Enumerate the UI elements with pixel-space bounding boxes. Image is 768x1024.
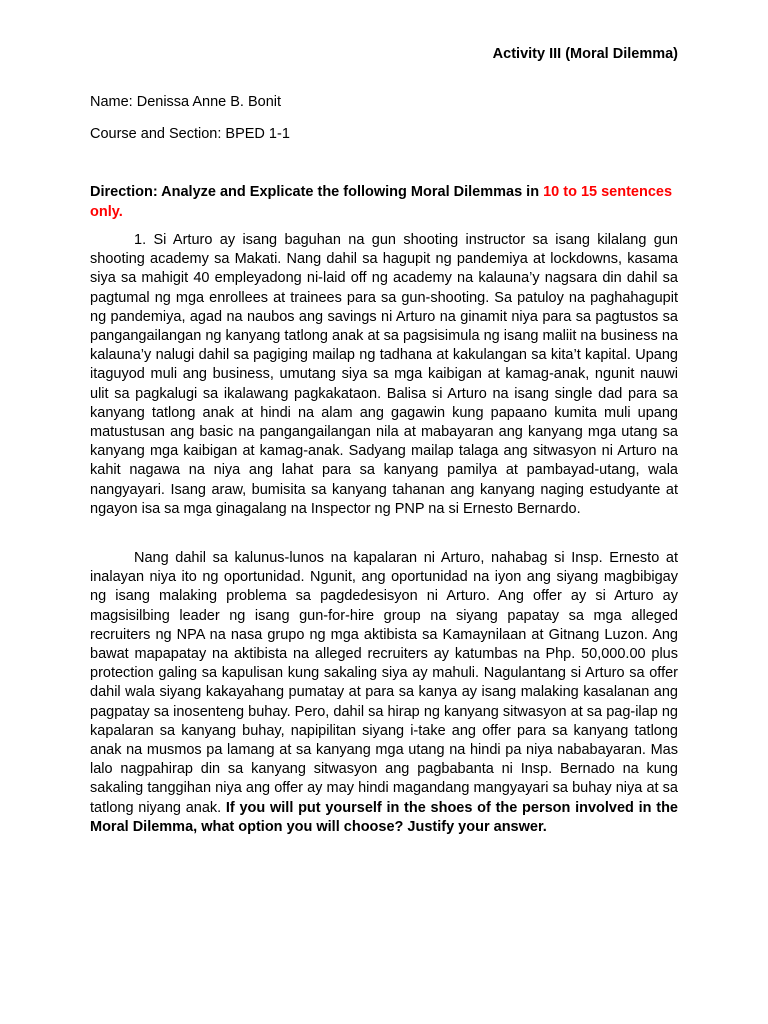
sentence-count-highlight: 10 to 15 sentences only. <box>90 184 673 220</box>
course-section: Course and Section: BPED 1-1 <box>90 126 290 142</box>
dilemma-paragraph-2 <box>90 549 678 837</box>
direction-text: Direction: Analyze and Explicate the following Moral Dilemmas in <box>90 184 544 200</box>
dilemma-paragraph-2-text: Nang dahil sa kalunus-lunos na kapalaran ni Arturo, nahabag si Insp. Ernesto at inalayan niya ito ng oportunidad. Ngunit, ang oportunidad na iyon ang siyang magbibigay ng isang malaking problema sa pagdedesisyon ni Arturo. Ang offer ay si Arturo ay magsisilbing leader ng isang gun-for-hire group na siyang papatay sa mga alleged recruiters ng NPA na nasa grupo ng mga aktibista sa Kamaynilaan at Gitnang Luzon. Ang bawat mapapatay na aktibista na alleged recruiters ay katumbas na Php. 50,000.00 plus protection galing sa kapulisan kung sakaling siya ay mahuli. Nagulantang si Arturo sa offer dahil wala siyang kakayahang pumatay at para sa kanya ay isang malaking kasalanan ang pagpatay sa inosenteng buhay. Pero, dahil sa hirap ng kanyang sitwasyon at sa pag-ilap ng kapalaran sa kanyang buhay, napipilitan siyang i-take ang offer para sa kanyang tatlong anak na musmos pa lamang at sa kanyang mga utang na hindi pa niya nababayaran. Mas lalo nagpahirap din sa kanyang sitwasyon ang pagbabanta ni Insp. Bernado na kung sakaling tanggihan niya ang offer ay may hindi magandang mangyayari sa buhay niya at sa tatlong niyang anak. <box>90 550 678 816</box>
activity-title: Activity III (Moral Dilemma) <box>492 46 678 62</box>
student-name: Name: Denissa Anne B. Bonit <box>90 94 282 110</box>
dilemma-question: If you will put yourself in the shoes of the person involved in the Moral Dilemma, what option you will choose? Justify your answer. <box>90 799 678 835</box>
dilemma-paragraph-1: 1. Si Arturo ay isang baguhan na gun shooting instructor sa isang kilalang gun shooting academy sa Makati. Nang dahil sa hagupit ng pandemiya at lockdowns, kasama siya sa mahigit 40 empleyadong ni-laid off ng academy na kalauna’y nagsara din dahil sa pagtumal ng mga enrollees at trainees para sa gun-shooting. Sa patuloy na paghahagupit ng pandemiya, agad na naubos ang savings ni Arturo na ginamit niya para sa pagtustos sa pangangailangan ng kanyang tatlong anak at sa pagsisimula ng isang maliit na business na kalauna’y nalugi dahil sa pagiging mailap ng tadhana at kakulangan sa kita’t kapital. Upang itaguyod muli ang business, umutang siya sa mga kaibigan at kamag-anak, ngunit nauwi ulit sa pagkalugi sa ikalawang pagkakataon. Balisa si Arturo na isang single dad para sa kanyang tatlong anak at hindi na alam ang gagawin kung papaano kumita muli upang matustusan ang basic na pangangailangan nila at mabayaran ang kanyang mga utang sa kanyang mga kaibigan at kamag-anak. Sadyang mailap talaga ang sitwasyon ni Arturo na kahit nagawa na niya ang lahat para sa kanyang pamilya at pambayad-utang, wala nangyayari. Isang araw, bumisita sa kanyang tahanan ang kanyang naging estudyante at ngayon isa sa mga ginagalang na Inspector ng PNP na si Ernesto Bernardo. <box>90 232 678 517</box>
direction-instruction <box>90 182 678 222</box>
